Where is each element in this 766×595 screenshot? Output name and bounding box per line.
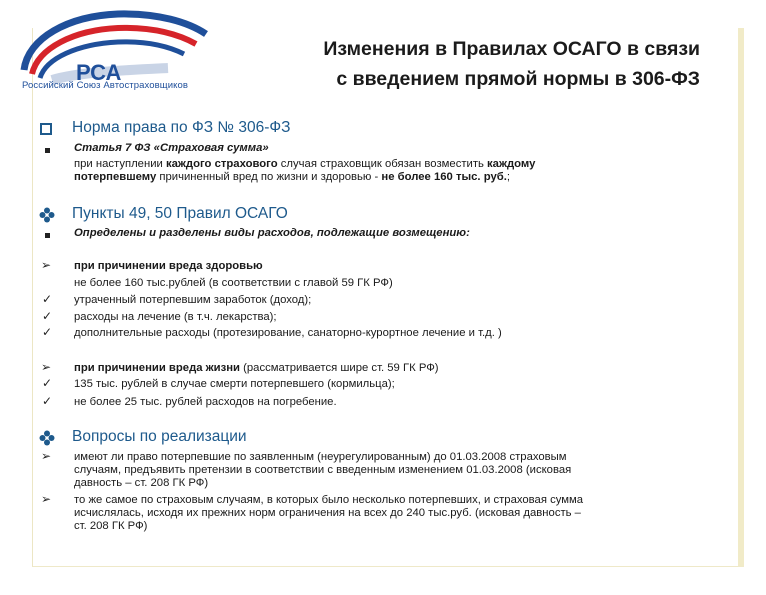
arrow-bullet-icon: ➢ xyxy=(41,449,52,463)
question1-line1: имеют ли право потерпевшие по заявленным (неурегулированным) до 01.03.2008 страховым xyxy=(74,451,567,463)
page-title xyxy=(220,34,700,94)
arrow-bullet-icon: ➢ xyxy=(41,360,52,374)
checkmark-bullet-icon: ✓ xyxy=(42,394,53,408)
text-run-bold: каждого страхового xyxy=(165,158,278,170)
section2-heading: Пункты 49, 50 Правил ОСАГО xyxy=(72,205,288,222)
question1-line3: давность – ст. 208 ГК РФ) xyxy=(74,477,209,489)
section1-line1 xyxy=(74,158,535,171)
health-item-3: дополнительные расходы (протезирование, санаторно-курортное лечение и т.д. ) xyxy=(74,327,502,339)
logo-abbr: РСА xyxy=(76,60,122,85)
text-run: случая страховщик обязан возместить xyxy=(277,158,488,170)
text-run-bold: не более 160 тыс. руб. xyxy=(381,171,507,183)
diamond-bullet-icon xyxy=(39,207,55,223)
text-run-bold: потерпевшему xyxy=(74,171,157,183)
section2-intro: Определены и разделены виды расходов, подлежащие возмещению: xyxy=(74,227,470,239)
health-line1: не более 160 тыс.рублей (в соответствии с главой 59 ГК РФ) xyxy=(74,277,393,289)
health-title: при причинении вреда здоровью xyxy=(74,260,263,272)
question2-line1: то же самое по страховым случаям, в которых было несколько потерпевших, и страховая сумма xyxy=(74,494,584,506)
arrow-bullet-icon: ➢ xyxy=(41,492,52,506)
checkmark-bullet-icon: ✓ xyxy=(42,309,53,323)
life-item-1: 135 тыс. рублей в случае смерти потерпевшего (кормильца); xyxy=(74,378,395,390)
square-bullet-icon xyxy=(45,233,50,238)
square-bullet-icon xyxy=(45,148,50,153)
text-run: причиненный вред по жизни и здоровью - xyxy=(156,171,382,183)
question2-line2: исчислялась, исходя их прежних норм ограничения на всех до 240 тыс.руб. (исковая давность – xyxy=(74,507,581,519)
checkmark-bullet-icon: ✓ xyxy=(42,376,53,390)
diamond-bullet-icon xyxy=(39,430,55,446)
section1-item-title: Статья 7 ФЗ «Страховая сумма» xyxy=(74,142,269,154)
text-run-bold: каждому xyxy=(487,158,536,170)
life-line xyxy=(74,362,439,375)
question2-line3: ст. 208 ГК РФ) xyxy=(74,520,148,532)
logo-caption: Российский Союз Автостраховщиков xyxy=(22,80,188,91)
life-title: при причинении вреда жизни xyxy=(74,362,240,374)
text-run: ; xyxy=(506,171,510,183)
life-item-2: не более 25 тыс. рублей расходов на погребение. xyxy=(74,396,337,408)
checkbox-bullet-icon xyxy=(40,123,52,135)
question1-line2: случаям, предъявить претензии в соответствии с введенным изменением 01.03.2008 (исковая xyxy=(74,464,572,476)
health-item-1: утраченный потерпевшим заработок (доход); xyxy=(74,294,312,306)
rsa-logo-graphic xyxy=(18,8,218,88)
checkmark-bullet-icon: ✓ xyxy=(42,292,53,306)
title-line-1: Изменения в Правилах ОСАГО в связи xyxy=(323,38,700,60)
section1-line2 xyxy=(74,171,510,184)
arrow-bullet-icon: ➢ xyxy=(41,258,52,272)
text-run: при наступлении xyxy=(74,158,166,170)
checkmark-bullet-icon: ✓ xyxy=(42,325,53,339)
section3-heading: Вопросы по реализации xyxy=(72,428,247,445)
section1-heading: Норма права по ФЗ № 306-ФЗ xyxy=(72,119,291,136)
title-line-2: с введением прямой нормы в 306-ФЗ xyxy=(336,68,700,90)
life-note: (рассматривается шире ст. 59 ГК РФ) xyxy=(240,362,439,374)
health-item-2: расходы на лечение (в т.ч. лекарства); xyxy=(74,311,277,323)
